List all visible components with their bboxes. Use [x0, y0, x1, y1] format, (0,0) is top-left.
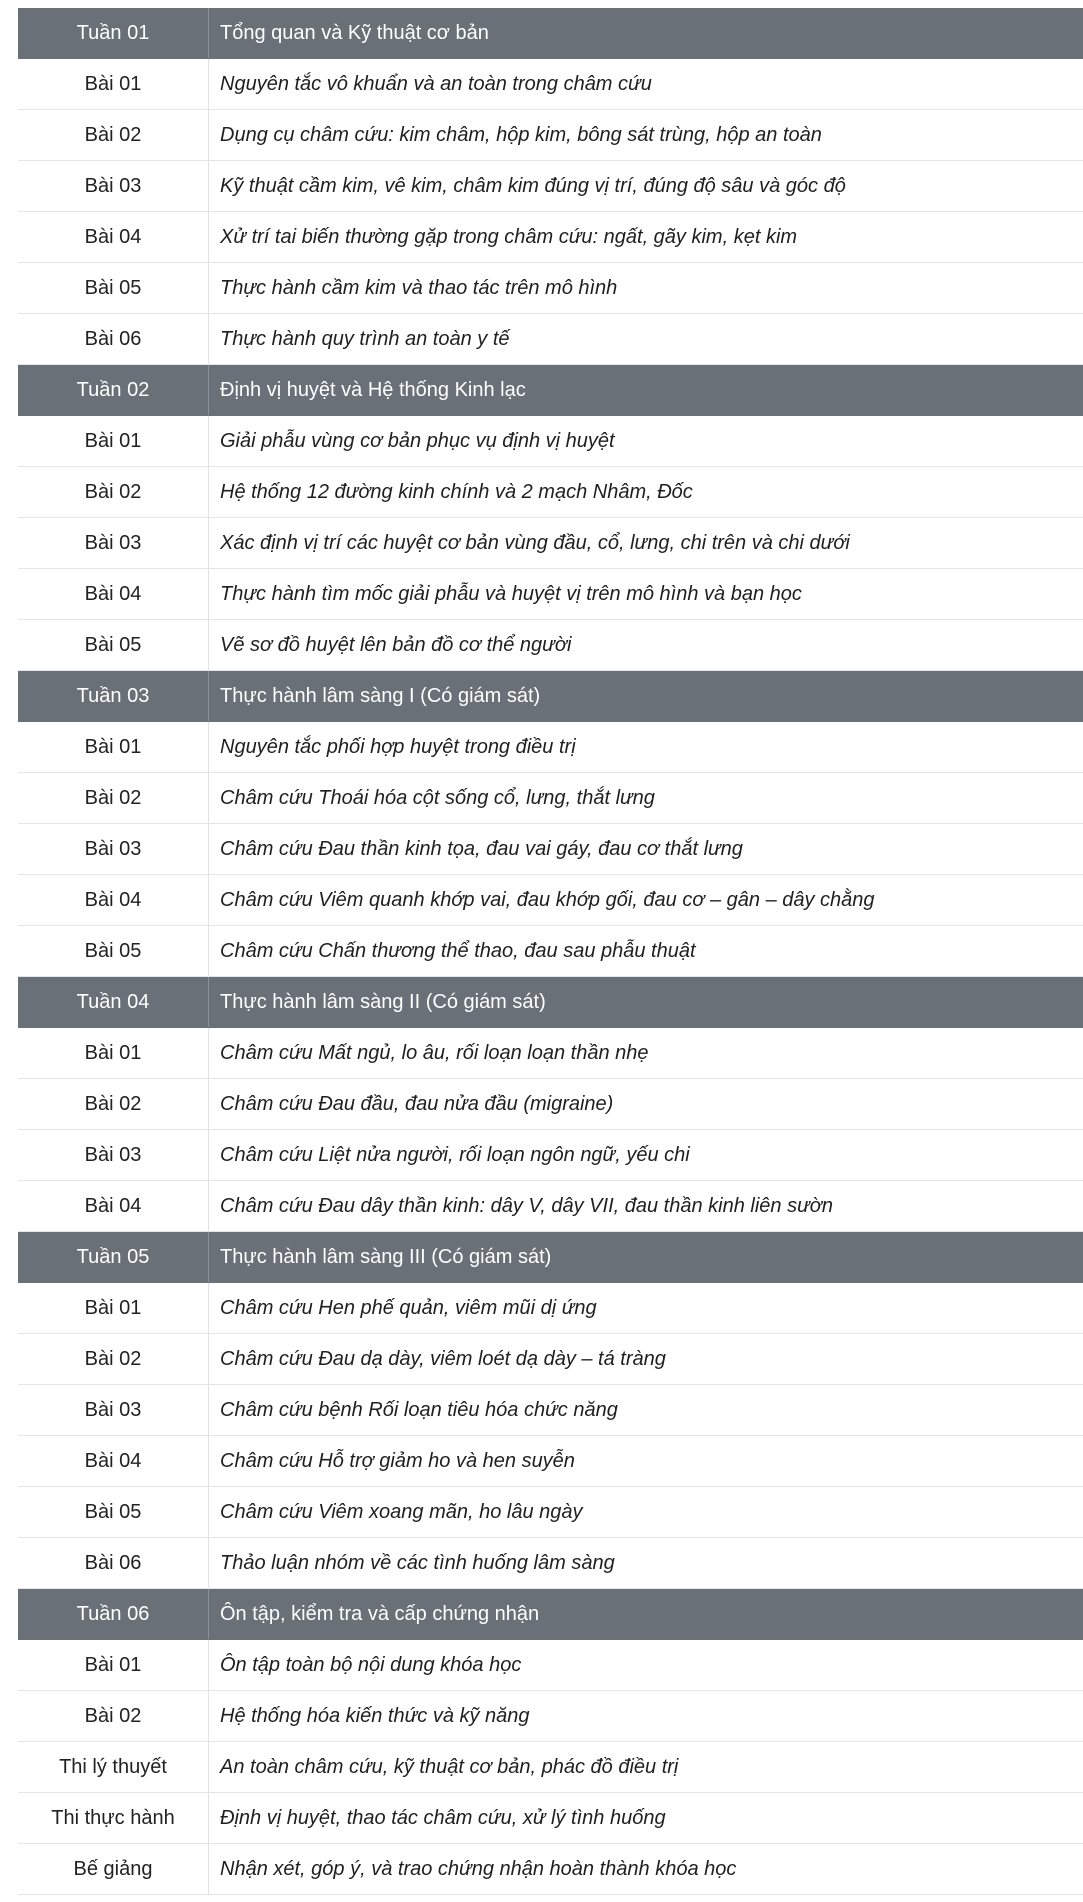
- lesson-label: Bài 01: [18, 416, 209, 466]
- lesson-row: [18, 467, 1083, 518]
- lesson-row: [18, 314, 1083, 365]
- week-label: Tuần 04: [18, 977, 209, 1027]
- lesson-label: Bài 01: [18, 1283, 209, 1333]
- lesson-description: Vẽ sơ đồ huyệt lên bản đồ cơ thể người: [220, 633, 572, 656]
- lesson-label: Bài 02: [18, 1691, 209, 1741]
- lesson-row: [18, 263, 1083, 314]
- lesson-row: [18, 1130, 1083, 1181]
- lesson-description: Định vị huyệt, thao tác châm cứu, xử lý tình huống: [220, 1806, 666, 1829]
- lesson-label: Bài 02: [18, 1079, 209, 1129]
- lesson-description: Thảo luận nhóm về các tình huống lâm sàng: [220, 1551, 615, 1574]
- lesson-label: Bài 01: [18, 59, 209, 109]
- lesson-label: Bài 04: [18, 1181, 209, 1231]
- lesson-row: [18, 1181, 1083, 1232]
- lesson-label: Bài 01: [18, 1028, 209, 1078]
- lesson-row: [18, 1334, 1083, 1385]
- lesson-description: Dụng cụ châm cứu: kim châm, hộp kim, bông sát trùng, hộp an toàn: [220, 123, 822, 146]
- lesson-row: [18, 1283, 1083, 1334]
- lesson-row: [18, 1079, 1083, 1130]
- week-header-row: [18, 1589, 1083, 1640]
- lesson-description: Châm cứu Đau dạ dày, viêm loét dạ dày – tá tràng: [220, 1347, 666, 1370]
- lesson-row: [18, 569, 1083, 620]
- lesson-label: Bài 04: [18, 875, 209, 925]
- lesson-label: Bài 03: [18, 1130, 209, 1180]
- week-header-row: [18, 365, 1083, 416]
- lesson-description: Nguyên tắc vô khuẩn và an toàn trong châm cứu: [220, 72, 652, 95]
- lesson-description: Hệ thống hóa kiến thức và kỹ năng: [220, 1704, 530, 1727]
- lesson-row: [18, 1640, 1083, 1691]
- week-title: Thực hành lâm sàng III (Có giám sát): [220, 1245, 552, 1268]
- lesson-label: Bài 03: [18, 518, 209, 568]
- week-header-row: [18, 977, 1083, 1028]
- lesson-description: Châm cứu Đau thần kinh tọa, đau vai gáy, đau cơ thắt lưng: [220, 837, 743, 860]
- lesson-description: Thực hành cầm kim và thao tác trên mô hình: [220, 276, 618, 299]
- week-title: Định vị huyệt và Hệ thống Kinh lạc: [220, 378, 526, 401]
- lesson-label: Bài 05: [18, 1487, 209, 1537]
- lesson-row: [18, 773, 1083, 824]
- lesson-label: Bài 04: [18, 1436, 209, 1486]
- lesson-label: Bế giảng: [18, 1844, 209, 1894]
- lesson-description: Châm cứu Viêm quanh khớp vai, đau khớp gối, đau cơ – gân – dây chằng: [220, 888, 875, 911]
- lesson-row: [18, 59, 1083, 110]
- lesson-row: [18, 1385, 1083, 1436]
- lesson-label: Bài 06: [18, 314, 209, 364]
- week-title: Tổng quan và Kỹ thuật cơ bản: [220, 21, 489, 44]
- lesson-row: [18, 1793, 1083, 1844]
- lesson-description: Xử trí tai biến thường gặp trong châm cứu: ngất, gãy kim, kẹt kim: [220, 225, 798, 248]
- lesson-description: Thực hành tìm mốc giải phẫu và huyệt vị trên mô hình và bạn học: [220, 582, 802, 605]
- week-title: Ôn tập, kiểm tra và cấp chứng nhận: [220, 1602, 540, 1625]
- lesson-row: [18, 1844, 1083, 1895]
- lesson-label: Bài 03: [18, 824, 209, 874]
- lesson-row: [18, 1538, 1083, 1589]
- curriculum-table: [18, 8, 1083, 1895]
- lesson-row: [18, 161, 1083, 212]
- week-label: Tuần 03: [18, 671, 209, 721]
- week-title: Thực hành lâm sàng II (Có giám sát): [220, 990, 546, 1013]
- lesson-row: [18, 110, 1083, 161]
- lesson-label: Bài 03: [18, 1385, 209, 1435]
- lesson-label: Thi lý thuyết: [18, 1742, 209, 1792]
- week-header-row: [18, 1232, 1083, 1283]
- lesson-label: Bài 03: [18, 161, 209, 211]
- lesson-description: Giải phẫu vùng cơ bản phục vụ định vị huyệt: [220, 429, 615, 452]
- week-label: Tuần 05: [18, 1232, 209, 1282]
- lesson-row: [18, 212, 1083, 263]
- lesson-row: [18, 1742, 1083, 1793]
- lesson-label: Bài 04: [18, 569, 209, 619]
- lesson-row: [18, 518, 1083, 569]
- lesson-row: [18, 1028, 1083, 1079]
- lesson-row: [18, 1436, 1083, 1487]
- lesson-description: Hệ thống 12 đường kinh chính và 2 mạch Nhâm, Đốc: [220, 480, 693, 503]
- lesson-row: [18, 722, 1083, 773]
- week-header-row: [18, 671, 1083, 722]
- lesson-row: [18, 1691, 1083, 1742]
- lesson-description: Châm cứu bệnh Rối loạn tiêu hóa chức năng: [220, 1398, 618, 1421]
- week-label: Tuần 06: [18, 1589, 209, 1639]
- lesson-description: Châm cứu Mất ngủ, lo âu, rối loạn loạn thần nhẹ: [220, 1041, 649, 1064]
- lesson-label: Bài 01: [18, 1640, 209, 1690]
- lesson-row: [18, 824, 1083, 875]
- lesson-row: [18, 1487, 1083, 1538]
- lesson-label: Bài 05: [18, 263, 209, 313]
- lesson-description: Ôn tập toàn bộ nội dung khóa học: [220, 1653, 522, 1676]
- lesson-description: Châm cứu Liệt nửa người, rối loạn ngôn ngữ, yếu chi: [220, 1143, 690, 1166]
- lesson-description: Châm cứu Hỗ trợ giảm ho và hen suyễn: [220, 1449, 575, 1472]
- week-label: Tuần 02: [18, 365, 209, 415]
- lesson-row: [18, 926, 1083, 977]
- lesson-description: Châm cứu Đau đầu, đau nửa đầu (migraine): [220, 1092, 614, 1115]
- lesson-description: Châm cứu Chấn thương thể thao, đau sau phẫu thuật: [220, 939, 696, 962]
- week-label: Tuần 01: [18, 8, 209, 58]
- lesson-label: Bài 02: [18, 110, 209, 160]
- lesson-label: Bài 04: [18, 212, 209, 262]
- lesson-description: Châm cứu Thoái hóa cột sống cổ, lưng, thắt lưng: [220, 786, 655, 809]
- lesson-description: Kỹ thuật cầm kim, vê kim, châm kim đúng vị trí, đúng độ sâu và góc độ: [220, 174, 846, 197]
- lesson-label: Bài 02: [18, 773, 209, 823]
- lesson-description: Thực hành quy trình an toàn y tế: [220, 327, 510, 350]
- lesson-row: [18, 416, 1083, 467]
- lesson-label: Bài 02: [18, 467, 209, 517]
- week-header-row: [18, 8, 1083, 59]
- lesson-label: Bài 05: [18, 926, 209, 976]
- lesson-row: [18, 620, 1083, 671]
- lesson-row: [18, 875, 1083, 926]
- lesson-description: Xác định vị trí các huyệt cơ bản vùng đầu, cổ, lưng, chi trên và chi dưới: [220, 531, 850, 554]
- lesson-label: Bài 02: [18, 1334, 209, 1384]
- lesson-description: An toàn châm cứu, kỹ thuật cơ bản, phác đồ điều trị: [220, 1755, 679, 1778]
- lesson-description: Nguyên tắc phối hợp huyệt trong điều trị: [220, 735, 576, 758]
- lesson-label: Bài 05: [18, 620, 209, 670]
- week-title: Thực hành lâm sàng I (Có giám sát): [220, 684, 541, 707]
- lesson-label: Bài 06: [18, 1538, 209, 1588]
- lesson-description: Châm cứu Hen phế quản, viêm mũi dị ứng: [220, 1296, 597, 1319]
- lesson-description: Nhận xét, góp ý, và trao chứng nhận hoàn thành khóa học: [220, 1857, 737, 1880]
- lesson-label: Thi thực hành: [18, 1793, 209, 1843]
- lesson-description: Châm cứu Đau dây thần kinh: dây V, dây VII, đau thần kinh liên sườn: [220, 1194, 833, 1217]
- lesson-label: Bài 01: [18, 722, 209, 772]
- lesson-description: Châm cứu Viêm xoang mãn, ho lâu ngày: [220, 1500, 583, 1523]
